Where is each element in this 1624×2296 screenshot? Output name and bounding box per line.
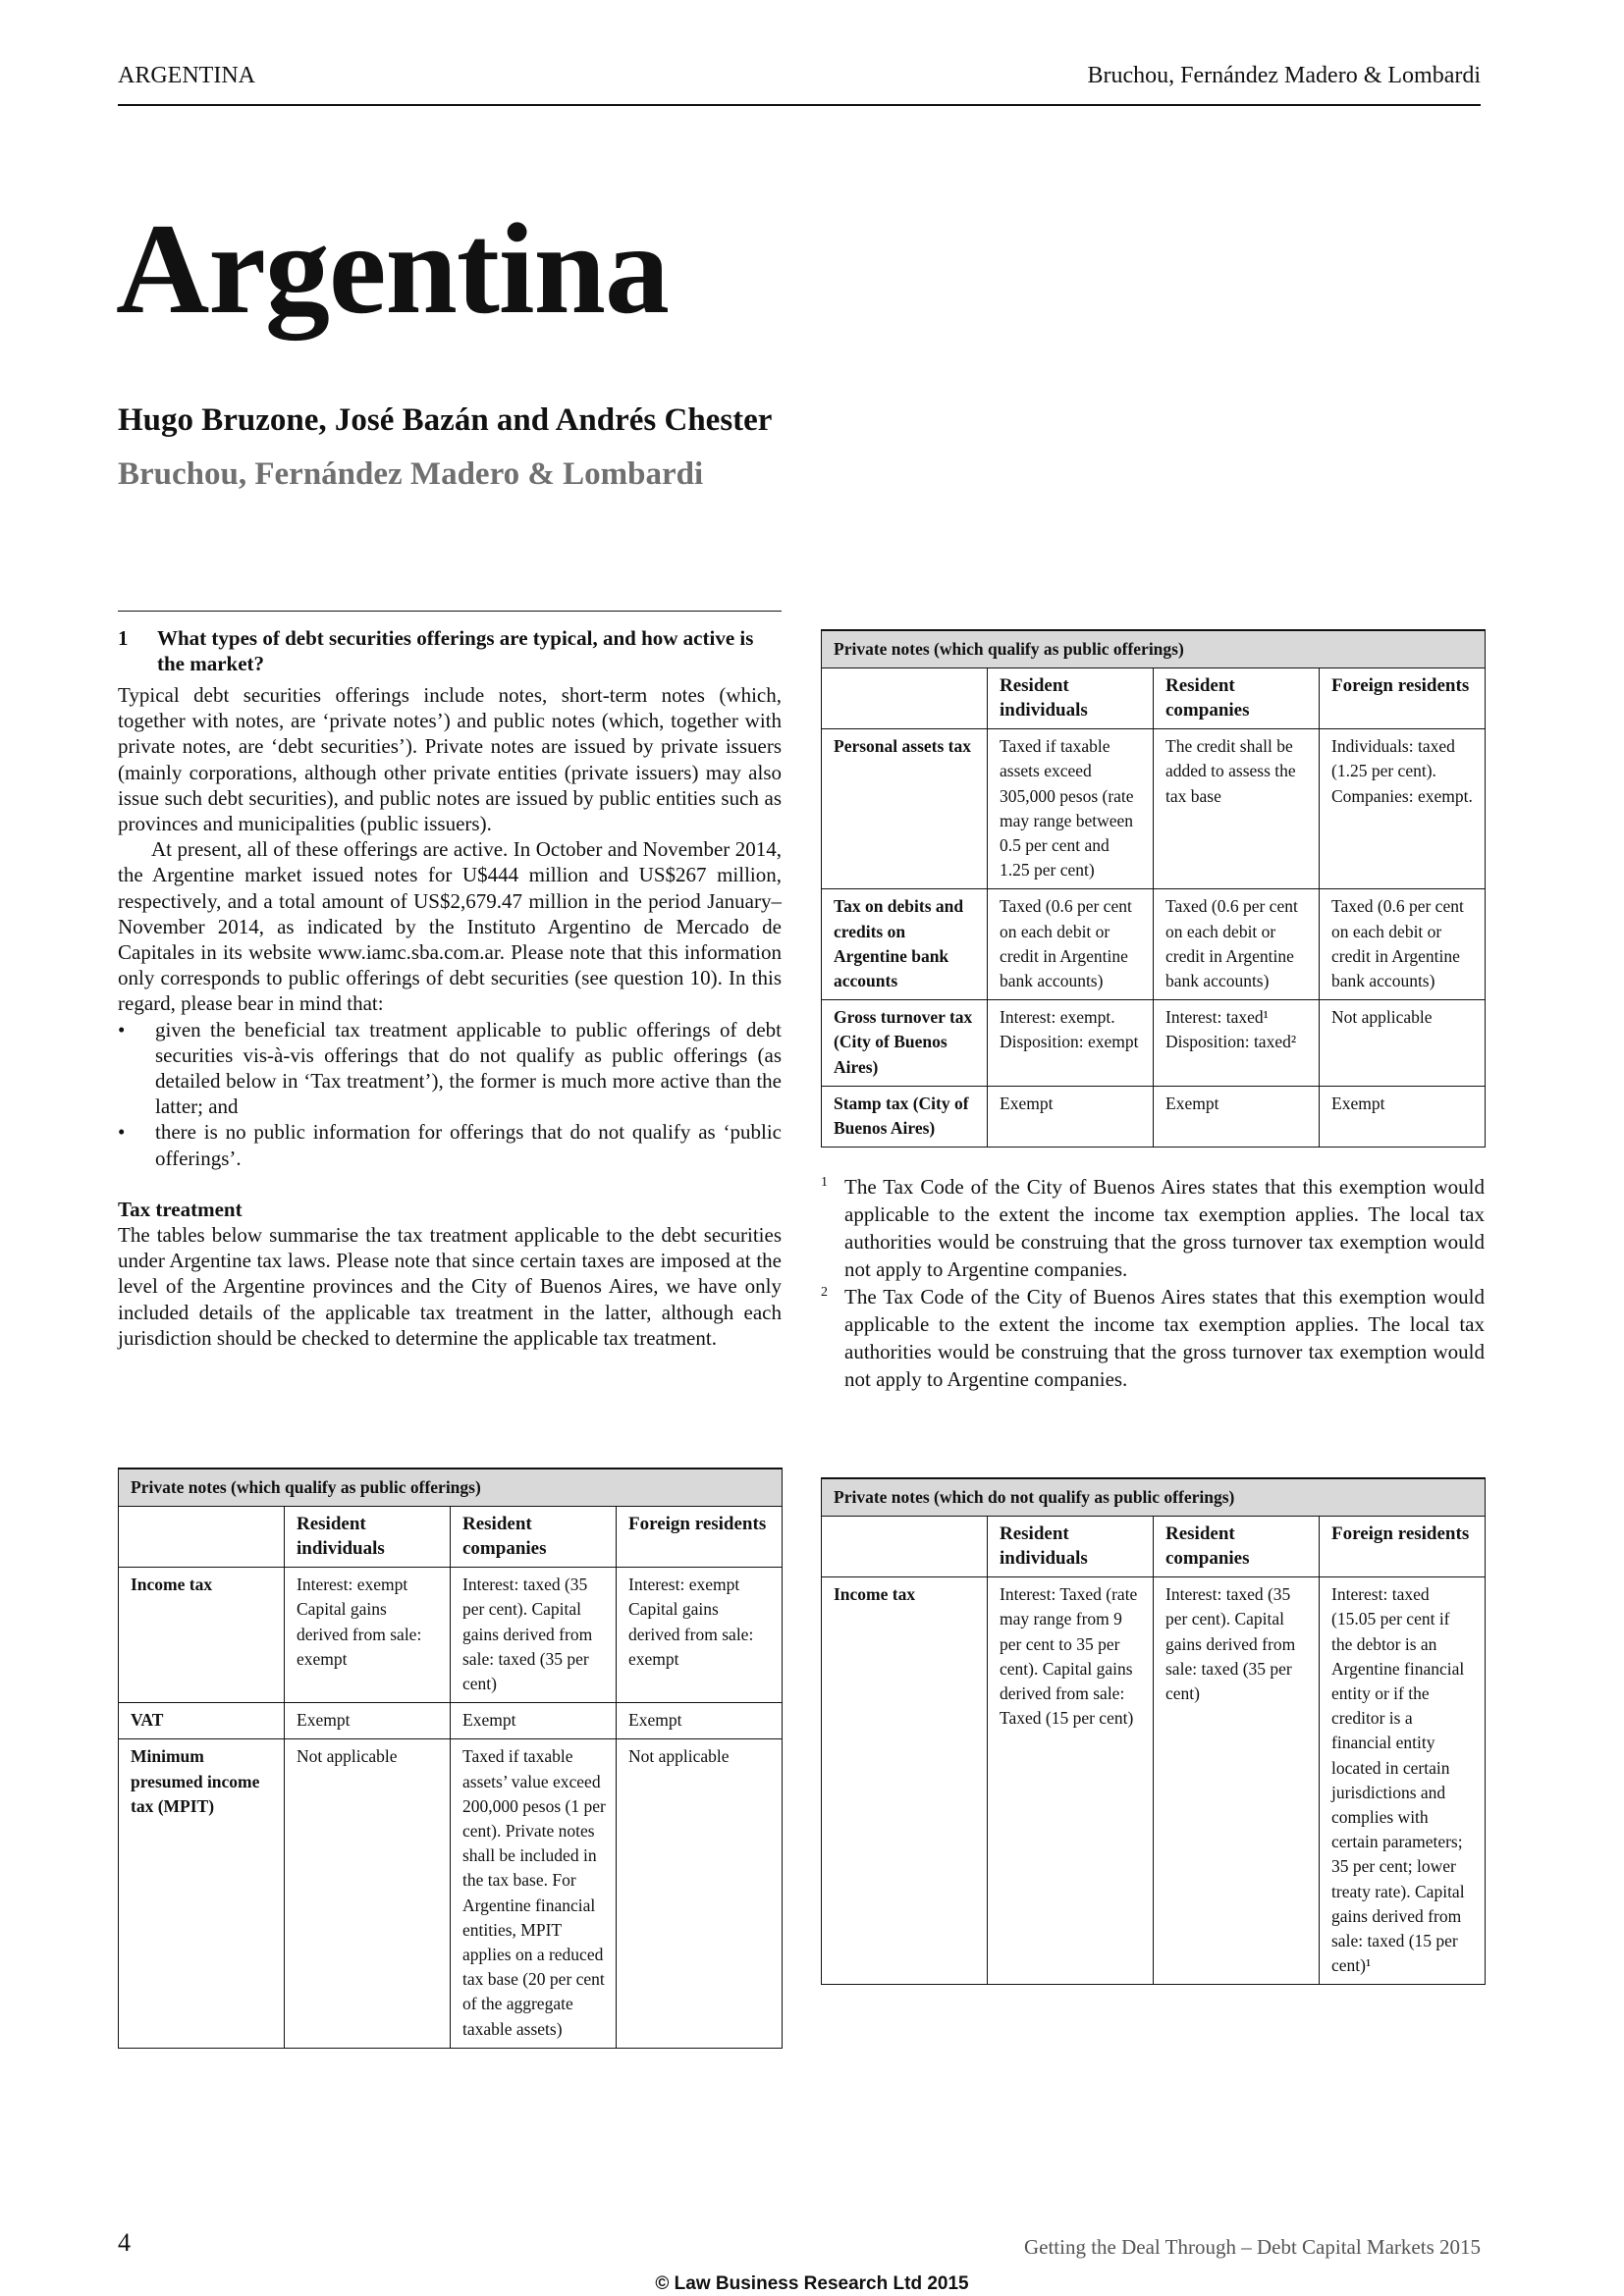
row-label: VAT: [119, 1703, 285, 1739]
table-cell: Taxed if taxable assets exceed 305,000 pesos (rate may range between 0.5 per cent and 1.25 per cent): [988, 729, 1154, 889]
footnote-text: The Tax Code of the City of Buenos Aires states that this exemption would applicable to the extent the income tax exemption applies. The local tax authorities would be construing that the gross turnover tax exemption would not apply to Argentine companies.: [844, 1175, 1485, 1282]
table-caption: Private notes (which qualify as public offerings): [822, 630, 1486, 668]
table-3-wrapper: [821, 1477, 1485, 1985]
table-cell: Interest: exempt. Disposition: exempt: [988, 1000, 1154, 1087]
table-cell: Interest: Taxed (rate may range from 9 per cent to 35 per cent). Capital gains derived from sale: Taxed (15 per cent): [988, 1577, 1154, 1985]
firm-name: Bruchou, Fernández Madero & Lombardi: [118, 456, 704, 492]
table-cell: Interest: exempt Capital gains derived from sale: exempt: [617, 1568, 783, 1703]
table-cell: Individuals: taxed (1.25 per cent). Companies: exempt.: [1320, 729, 1486, 889]
bullet-item: [118, 1119, 782, 1170]
table-cell: Exempt: [451, 1703, 617, 1739]
question-heading: [118, 625, 782, 676]
table-header-cell: [119, 1507, 285, 1568]
running-header-left: ARGENTINA: [118, 63, 255, 88]
table-cell: Interest: taxed (35 per cent). Capital gains derived from sale: taxed (35 per cent): [1154, 1577, 1320, 1985]
table-cell: The credit shall be added to assess the tax base: [1154, 729, 1320, 889]
row-label: Minimum presumed income tax (MPIT): [119, 1739, 285, 2048]
body-text: [118, 682, 782, 1351]
question-block: [118, 611, 782, 1351]
paragraph: Typical debt securities offerings include notes, short-term notes (which, together with notes, are ‘private notes’) and public notes (which, together with private notes, are ‘debt securities’). Private notes are issued by private issuers (mainly corporations, although other private entities (private issuers) may also issue such debt securities), and public notes are issued by public entities such as provinces and municipalities (public issuers).: [118, 683, 782, 836]
page-title: Argentina: [116, 196, 669, 341]
publication-footer: Getting the Deal Through – Debt Capital Markets 2015: [1023, 2235, 1481, 2259]
table-header-cell: Foreign residents: [1320, 1517, 1486, 1577]
table-cell: Interest: exempt Capital gains derived from sale: exempt: [285, 1568, 451, 1703]
table-row: [119, 1568, 783, 1703]
footnote: [821, 1173, 1485, 1283]
table-caption: Private notes (which qualify as public offerings): [119, 1468, 783, 1507]
tax-table-3: [821, 1477, 1486, 1985]
table-cell: Taxed (0.6 per cent on each debit or credit in Argentine bank accounts): [988, 889, 1154, 1000]
footnote-number: 2: [821, 1285, 828, 1301]
table-row: [119, 1703, 783, 1739]
table-header-cell: Resident companies: [451, 1507, 617, 1568]
table-header-cell: [822, 668, 988, 729]
table-caption: Private notes (which do not qualify as public offerings): [822, 1478, 1486, 1517]
question-number: 1: [118, 626, 129, 650]
question-text: What types of debt securities offerings are typical, and how active is the market?: [157, 626, 754, 675]
row-label: Stamp tax (City of Buenos Aires): [822, 1086, 988, 1147]
bullet-text: given the beneficial tax treatment applicable to public offerings of debt securities vis-à-vis offerings that do not qualify as public offerings (as detailed below in ‘Tax treatment’), the former is much more active than the latter; and: [155, 1017, 782, 1119]
paragraph: The tables below summarise the tax treatment applicable to the debt securities under Argentine tax laws. Please note that since certain taxes are imposed at the level of the Argentine provinces and the City of Buenos Aires, we have only included details of the applicable tax treatment in the latter, although each jurisdiction should be checked to determine the applicable tax treatment.: [118, 1223, 782, 1350]
table-header-cell: [822, 1517, 988, 1577]
table-header-cell: Resident companies: [1154, 668, 1320, 729]
table-row: [822, 1577, 1486, 1985]
table-cell: Interest: taxed (15.05 per cent if the debtor is an Argentine financial entity or if the creditor is a financial entity located in certain jurisdictions and complies with certain parameters; 35 per cent; lower treaty rate). Capital gains derived from sale: taxed (15 per cent)¹: [1320, 1577, 1486, 1985]
table-row: [822, 1086, 1486, 1147]
table-cell: Exempt: [988, 1086, 1154, 1147]
row-label: Gross turnover tax (City of Buenos Aires): [822, 1000, 988, 1087]
table-cell: Exempt: [285, 1703, 451, 1739]
copyright-notice: © Law Business Research Ltd 2015: [655, 2273, 969, 2294]
table-cell: Taxed (0.6 per cent on each debit or credit in Argentine bank accounts): [1154, 889, 1320, 1000]
table-cell: Exempt: [1154, 1086, 1320, 1147]
bullet-mark: •: [118, 1017, 126, 1041]
table-cell: Not applicable: [1320, 1000, 1486, 1087]
bullet-item: [118, 1017, 782, 1120]
header-rule: [118, 104, 1481, 106]
table-cell: Exempt: [1320, 1086, 1486, 1147]
footnote-number: 1: [821, 1175, 828, 1191]
page-number: 4: [118, 2228, 131, 2257]
table-row: [822, 729, 1486, 889]
footnote-text: The Tax Code of the City of Buenos Aires states that this exemption would applicable to the extent the income tax exemption applies. The local tax authorities would be construing that the gross turnover tax exemption would not apply to Argentine companies.: [844, 1285, 1485, 1392]
table-row: [822, 889, 1486, 1000]
row-label: Tax on debits and credits on Argentine bank accounts: [822, 889, 988, 1000]
authors: Hugo Bruzone, José Bazán and Andrés Chester: [118, 402, 773, 438]
row-label: Personal assets tax: [822, 729, 988, 889]
table-cell: Taxed if taxable assets’ value exceed 200,000 pesos (1 per cent). Private notes shall be included in the tax base. For Argentine financial entities, MPIT applies on a reduced tax base (20 per cent of the aggregate taxable assets): [451, 1739, 617, 2048]
tax-table-2: [821, 629, 1486, 1148]
table-cell: Interest: taxed (35 per cent). Capital gains derived from sale: taxed (35 per cent): [451, 1568, 617, 1703]
table-cell: Interest: taxed¹ Disposition: taxed²: [1154, 1000, 1320, 1087]
footnote: [821, 1283, 1485, 1393]
table-header-cell: Foreign residents: [1320, 668, 1486, 729]
row-label: Income tax: [119, 1568, 285, 1703]
table-2-wrapper: [821, 629, 1485, 1393]
running-header-right: Bruchou, Fernández Madero & Lombardi: [1087, 63, 1481, 88]
bullet-mark: •: [118, 1120, 126, 1145]
row-label: Income tax: [822, 1577, 988, 1985]
table-1-wrapper: [118, 1468, 782, 2049]
table-header-cell: Resident individuals: [988, 668, 1154, 729]
footnotes: [821, 1173, 1485, 1393]
table-cell: Exempt: [617, 1703, 783, 1739]
table-header-cell: Resident individuals: [285, 1507, 451, 1568]
table-row: [119, 1739, 783, 2048]
table-row: [822, 1000, 1486, 1087]
tax-table-1: [118, 1468, 783, 2049]
paragraph: At present, all of these offerings are active. In October and November 2014, the Argentine market issued notes for U$444 million and US$267 million, respectively, and a total amount of US$2,679.47 million in the period January–November 2014, as indicated by the Instituto Argentino de Mercado de Capitales in its website www.iamc.sba.com.ar. Please note that this information only corresponds to public offerings of debt securities (see question 10). In this regard, please bear in mind that:: [118, 837, 782, 1016]
subheading: Tax treatment: [118, 1197, 243, 1221]
table-header-cell: Resident companies: [1154, 1517, 1320, 1577]
table-header-cell: Foreign residents: [617, 1507, 783, 1568]
table-cell: Taxed (0.6 per cent on each debit or credit in Argentine bank accounts): [1320, 889, 1486, 1000]
table-cell: Not applicable: [285, 1739, 451, 2048]
table-header-cell: Resident individuals: [988, 1517, 1154, 1577]
bullet-text: there is no public information for offerings that do not qualify as ‘public offerings’.: [155, 1120, 782, 1170]
table-cell: Not applicable: [617, 1739, 783, 2048]
